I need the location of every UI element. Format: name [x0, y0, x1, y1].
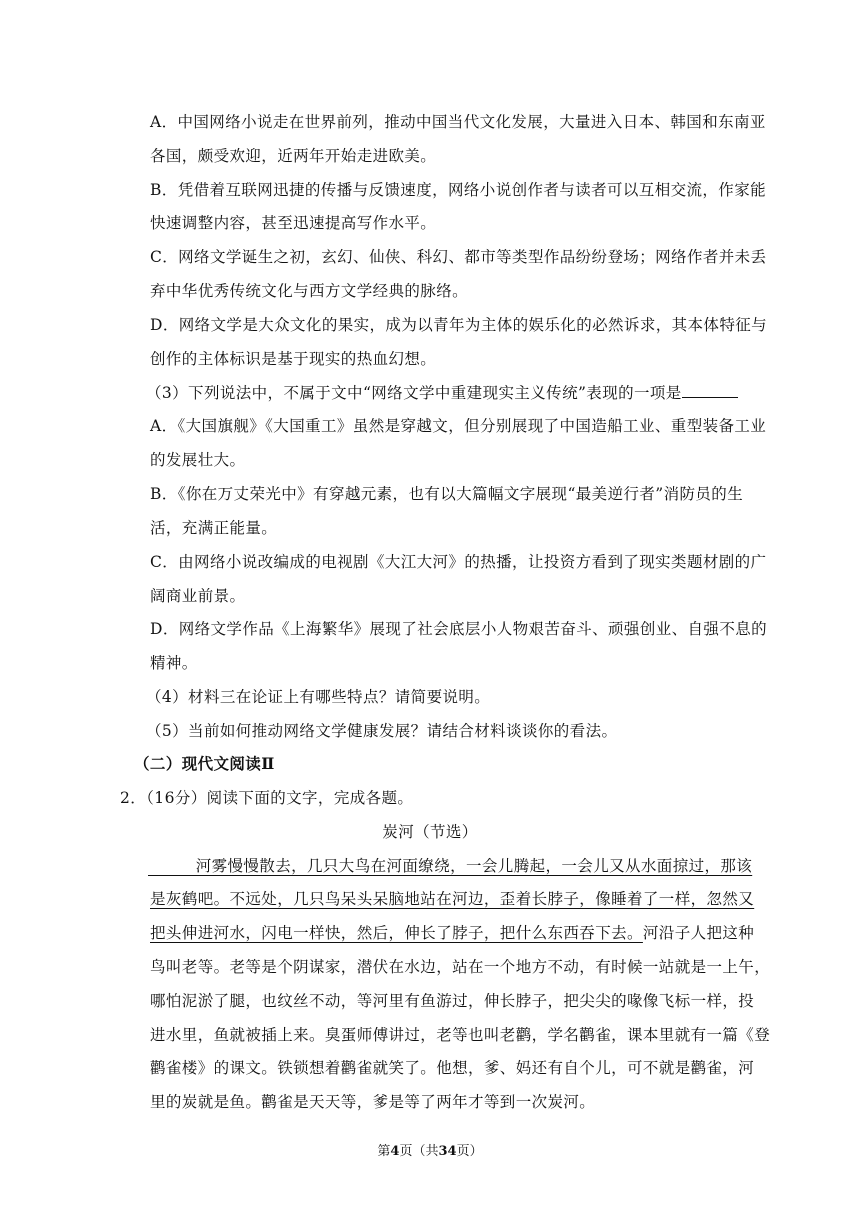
question-5: （5）当前如何推动网络文学健康发展？请结合材料谈谈你的看法。 — [146, 722, 618, 740]
passage-line-3 — [150, 923, 754, 943]
option-3b-line-1: B．《你在万丈荣光中》有穿越元素，也有以大篇幅文字展现“最美逆行者”消防员的生 — [150, 485, 744, 503]
passage-line-3-rest: 河沿子人把这种 — [642, 924, 755, 942]
passage-line-2: 是灰鹤吧。不远处，几只鸟呆头呆脑地站在河边，歪着长脖子，像睡着了一样，忽然又 — [150, 890, 755, 908]
page-footer — [0, 1140, 860, 1159]
option-2a-line-2: 各国，颇受欢迎，近两年开始走进欧美。 — [150, 147, 437, 165]
option-3c-line-1: C．由网络小说改编成的电视剧《大江大河》的热播，让投资方看到了现实类题材剧的广 — [150, 553, 767, 571]
option-2a-line-1: A．中国网络小说走在世界前列，推动中国当代文化发展，大量进入日本、韩国和东南亚 — [150, 113, 766, 131]
passage-title: 炭河（节选） — [382, 823, 478, 841]
option-3d-line-2: 精神。 — [150, 654, 198, 672]
footer-total-pages: 34 — [438, 1144, 457, 1159]
option-2d-line-2: 创作的主体标识是基于现实的热血幻想。 — [150, 350, 437, 368]
section-heading: （二）现代文阅读Ⅱ — [134, 754, 275, 773]
footer-prefix: 第 — [377, 1144, 391, 1159]
option-3c-line-2: 阔商业前景。 — [150, 587, 246, 605]
passage-line-6: 进水里，鱼就被插上来。臭蛋师傅讲过，老等也叫老鹳，学名鹳雀，课本里就有一篇《登 — [150, 1026, 771, 1044]
passage-line-4: 鸟叫老等。老等是个阴谋家，潜伏在水边，站在一个地方不动，有时候一站就是一上午， — [150, 958, 771, 976]
footer-suffix: 页） — [456, 1144, 483, 1159]
passage-line-5: 哪怕泥淤了腿，也纹丝不动，等河里有鱼游过，伸长脖子，把尖尖的喙像飞标一样，投 — [150, 992, 755, 1010]
option-3a-line-2: 的发展壮大。 — [150, 451, 246, 469]
question-4: （4）材料三在论证上有哪些特点？请简要说明。 — [146, 688, 491, 706]
question-2-intro: 2．（16分）阅读下面的文字，完成各题。 — [120, 789, 414, 807]
passage-line-7: 鹳雀楼》的课文。铁锁想着鹳雀就笑了。他想，爹、妈还有自个儿，可不就是鹳雀，河 — [150, 1059, 755, 1077]
footer-middle: 页（共 — [399, 1144, 439, 1159]
option-2b-line-2: 快速调整内容，甚至迅速提高写作水平。 — [150, 214, 437, 232]
option-3a-line-1: A．《大国旗舰》《大国重工》虽然是穿越文，但分别展现了中国造船工业、重型装备工业 — [150, 417, 767, 435]
passage-line-8: 里的炭就是鱼。鹳雀是天天等，爹是等了两年才等到一次炭河。 — [150, 1093, 596, 1111]
question-3-text: （3）下列说法中，不属于文中“网络文学中重建现实主义传统”表现的一项是 — [146, 384, 682, 402]
answer-blank — [682, 383, 738, 398]
question-3 — [146, 383, 738, 403]
option-3b-line-2: 活，充满正能量。 — [150, 519, 278, 537]
passage-line-3-underlined: 把头伸进河水，闪电一样快，然后，伸长了脖子，把什么东西吞下去。 — [150, 924, 643, 942]
footer-page-number: 4 — [390, 1144, 400, 1159]
option-2c-line-1: C．网络文学诞生之初，玄幻、仙侠、科幻、都市等类型作品纷纷登场；网络作者并未丢 — [150, 248, 767, 266]
passage-line-1: 河雾慢慢散去，几只大鸟在河面缭绕，一会儿腾起，一会儿又从水面掠过，那该 — [148, 857, 753, 875]
option-2b-line-1: B．凭借着互联网迅捷的传播与反馈速度，网络小说创作者与读者可以互相交流，作家能 — [150, 181, 766, 199]
option-2c-line-2: 弃中华优秀传统文化与西方文学经典的脉络。 — [150, 282, 469, 300]
option-2d-line-1: D．网络文学是大众文化的果实，成为以青年为主体的娱乐化的必然诉求，其本体特征与 — [150, 316, 768, 334]
option-3d-line-1: D．网络文学作品《上海繁华》展现了社会底层小人物艰苦奋斗、顽强创业、自强不息的 — [150, 620, 768, 638]
